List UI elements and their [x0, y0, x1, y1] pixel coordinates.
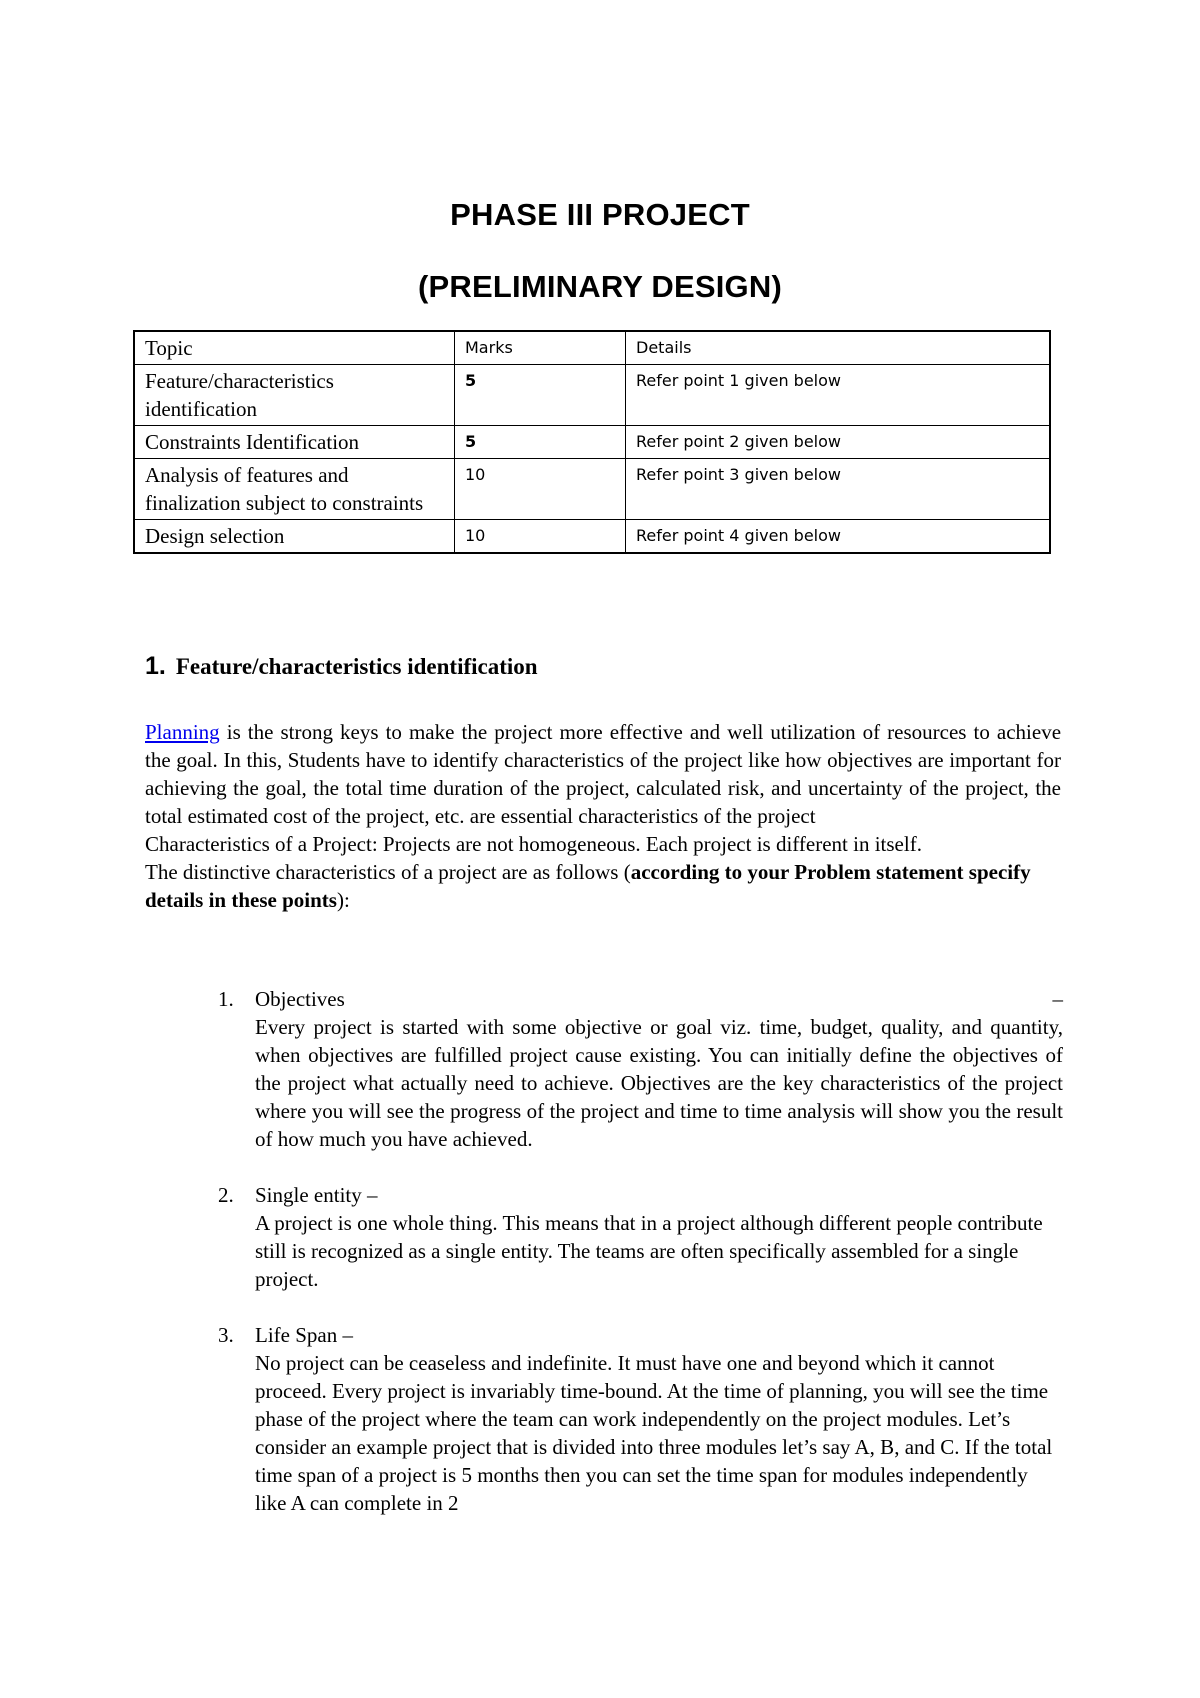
list-item-title: Objectives	[255, 987, 345, 1011]
marks-table	[133, 330, 1051, 554]
characteristics-line: Characteristics of a Project: Projects are not homogeneous. Each project is different in itself.	[145, 832, 922, 856]
distinctive-bold: according to your Problem statement specify details in these points	[145, 860, 1031, 912]
list-item-number: 3.	[218, 1323, 234, 1347]
list-item-body: Every project is started with some objective or goal viz. time, budget, quality, and quantity, when objectives are fulfilled project cause existing. You can initially define the objectives of the project what actually need to achieve. Objectives are the key characteristics of the project where you will see the progress of the project and time to time analysis will show you the result of how much you have achieved.	[255, 1015, 1063, 1151]
table-row	[134, 365, 1050, 426]
section-number: 1.	[145, 652, 166, 680]
list-item-head	[255, 1181, 1063, 1209]
list-item-number: 2.	[218, 1183, 234, 1207]
list-item-body: A project is one whole thing. This means that in a project although different people contribute still is recognized as a single entity. The teams are often specifically assembled for a single project.	[255, 1211, 1043, 1291]
list-item-title: Single entity –	[255, 1183, 378, 1207]
cell-topic: Design selection	[134, 520, 455, 554]
cell-details: Refer point 4 given below	[626, 520, 1051, 554]
cell-details: Refer point 2 given below	[626, 426, 1051, 459]
cell-details: Refer point 1 given below	[626, 365, 1051, 426]
planning-link[interactable]: Planning	[145, 720, 220, 744]
page-title: PHASE III PROJECT	[450, 197, 750, 232]
cell-topic: Feature/characteristics identification	[134, 365, 455, 426]
intro-text: is the strong keys to make the project more effective and well utilization of resources to achieve the goal. In this, Students have to identify characteristics of the project like how objectives are important for achieving the goal, the total time duration of the project, calculated risk, and uncertainty of the project, the total estimated cost of the project, etc. are essential characteristics of the project	[145, 720, 1062, 828]
list-item	[208, 1321, 1063, 1517]
intro-paragraph	[145, 718, 1061, 830]
section-heading-text: Feature/characteristics identification	[175, 654, 538, 679]
distinctive-pre: The distinctive characteristics of a project are as follows (	[145, 860, 631, 884]
table-header-row	[134, 331, 1050, 365]
table-row	[134, 426, 1050, 459]
section-heading	[145, 652, 538, 681]
cell-topic: Analysis of features and finalization subject to constraints	[134, 459, 455, 520]
list-item-body: No project can be ceaseless and indefinite. It must have one and beyond which it cannot proceed. Every project is invariably time-bound. At the time of planning, you will see the time phase of the project where the team can work independently on the project modules. Let’s consider an example project that is divided into three modules let’s say A, B, and C. If the total time span of a project is 5 months then you can set the time span for modules independently like A can complete in 2	[255, 1351, 1053, 1515]
distinctive-post: ):	[336, 888, 350, 912]
list-item-dash: –	[1052, 987, 1063, 1011]
header-details: Details	[626, 331, 1051, 365]
list-item	[208, 1181, 1063, 1293]
cell-marks: 10	[455, 520, 626, 554]
section-intro	[145, 718, 1061, 914]
list-item-title: Life Span –	[255, 1323, 353, 1347]
distinctive-paragraph	[145, 858, 1061, 914]
cell-marks: 5	[455, 365, 626, 426]
list-item-number: 1.	[218, 987, 234, 1011]
cell-topic: Constraints Identification	[134, 426, 455, 459]
list-item	[208, 985, 1063, 1153]
page-subtitle: (PRELIMINARY DESIGN)	[418, 269, 782, 304]
cell-marks: 10	[455, 459, 626, 520]
list-item-head	[255, 985, 1063, 1013]
cell-marks: 5	[455, 426, 626, 459]
table-row	[134, 520, 1050, 554]
header-marks: Marks	[455, 331, 626, 365]
list-item-head	[255, 1321, 1063, 1349]
cell-details: Refer point 3 given below	[626, 459, 1051, 520]
characteristics-list	[208, 985, 1063, 1545]
header-topic: Topic	[134, 331, 455, 365]
table-row	[134, 459, 1050, 520]
